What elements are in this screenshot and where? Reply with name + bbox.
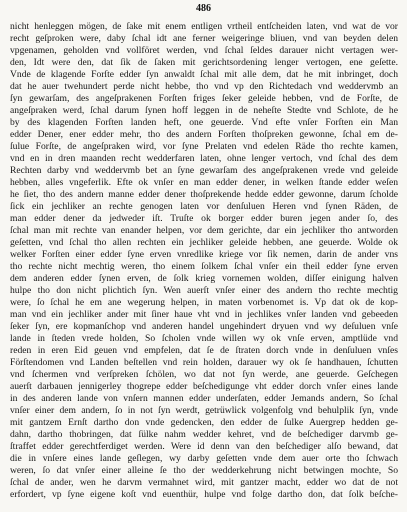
text-line bbox=[10, 189, 398, 201]
text-line bbox=[10, 321, 398, 333]
text-line bbox=[10, 285, 398, 297]
text-line-content: hebben, alles vngeferlik. Efte ok vnſer en man edder dener, in welken ſtande edder weſen bbox=[10, 177, 398, 188]
text-line-content: ſick ein jechliker an rechte genogen laten vor denſuluen Heren vnd ſynen Räden, de bbox=[10, 201, 398, 212]
text-line-content: man vnd ein jechliker ander mit ſiner haue vht vnd in jechlikes vnſer landen vnd gebeeden bbox=[10, 309, 398, 320]
text-line-content: auerſt darbauen jennigerley thogrepe edder beſchedigunge vht edder dorch vnſer eines lande bbox=[10, 381, 398, 392]
text-line-content: dahn, dartho thobringen, dat ſülke nahm wedder kehret, vnd de beſchediger darvmb ge- bbox=[10, 429, 398, 440]
text-line bbox=[10, 153, 398, 165]
text-line bbox=[10, 213, 398, 225]
text-line-content: geſetten, vnd ſchal tho allen rechten ein jechliker geleide hebben, ane geuerde. Wolde ok bbox=[10, 237, 398, 248]
text-line bbox=[10, 405, 398, 417]
text-line-content: ſchal de ander, wen he darvm vermahnet wird, mit gantzer macht, edder wo dat de not bbox=[10, 477, 398, 488]
text-line-content: nicht henleggen mögen, de ſake mit enem entligen vrtheil entſcheiden laten, vnd wat de vor bbox=[10, 21, 398, 32]
text-line bbox=[10, 441, 398, 453]
body-text bbox=[10, 21, 398, 501]
text-line bbox=[10, 165, 398, 177]
text-line-content: man edder dener da jedweder iſt. Truſte ok borger edder buren jegen ander ſo, des bbox=[10, 213, 398, 224]
text-line-content: ſeker ſyn, ere kopmanſchop vnd anderen handel ungehindert dryuen vnd wy deſuluen vnſe bbox=[10, 321, 398, 332]
text-line-content: reden in eren Eid geuen vnd empfelen, dat ſe de ſtraten dorch vnde in denſuluen vnſes bbox=[10, 345, 398, 356]
text-line bbox=[10, 177, 398, 189]
text-line-content: vnd en in dren maanden recht wedderfaren laten, ohne lenger vertoch, vnd ſchal des dem bbox=[10, 153, 398, 164]
text-line-content: erfordert, vp ſyne eigene koſt vnd euenthür, hulpe vnd folge dartho don, dat ſolk beſche- bbox=[10, 489, 398, 500]
text-line-content: den, Idt were den, dat ſik de ſaken mit gerichtsordening lenger vertogen, ene geſette. bbox=[10, 57, 398, 68]
text-line bbox=[10, 273, 398, 285]
text-line bbox=[10, 141, 398, 153]
text-line-content: weren, ſo dat vnſer einer alleine ſe tho der wedderkehrung nicht betwingen mochte, So bbox=[10, 465, 398, 476]
text-line-content: edder Dener, ener edder mehr, tho des andern Forſten thoſpreken gewonne, ſchal em de- bbox=[10, 129, 398, 140]
text-line bbox=[10, 21, 398, 33]
text-line bbox=[10, 381, 398, 393]
text-line bbox=[10, 393, 398, 405]
text-line-content: ſtraffet edder gerechtferdiget werden. Were id denn van den beſchediger alſo bewand, dat bbox=[10, 441, 398, 452]
text-line-content: dat he auer twehundert perde nicht hebbe, tho vnd vp den Richtedach vnd weddervmb an bbox=[10, 81, 398, 92]
text-line bbox=[10, 33, 398, 45]
text-line bbox=[10, 45, 398, 57]
text-line bbox=[10, 201, 398, 213]
text-line-content: die in vnſere eines lande geſlegen, wy darby geſetten vnde dem auer orte tho ſchwach bbox=[10, 453, 398, 464]
text-line-content: mit gantzem Ernſt dartho don vnde gedencken, den edder de ſulke Auergrep hedden ge- bbox=[10, 417, 398, 428]
text-line bbox=[10, 129, 398, 141]
text-line bbox=[10, 105, 398, 117]
text-line-content: welker Forſten einer edder ſyne erven vnredlike kriege vor ſik nemen, darin de ander vns bbox=[10, 249, 398, 260]
text-line-content: in des anderen lande von vnſern mannen edder underſaten, edder Jemands andern, So ſchal bbox=[10, 393, 398, 404]
text-line bbox=[10, 81, 398, 93]
text-line-content: vnd ſchermen vnd verſpreken ſchölen, wo dat not ſyn werde, ane geuerde. Geſchegen bbox=[10, 369, 398, 380]
text-line bbox=[10, 453, 398, 465]
text-line-content: tho rechte nicht mechtig weren, tho einem ſolkem ſchal vnſer ein theil edder ſyne erven bbox=[10, 261, 398, 272]
text-line bbox=[10, 297, 398, 309]
text-line-content: he ſiet, tho des andern manne edder dener thoſprekende hedde edder gewonne, darum ſcholde bbox=[10, 189, 398, 200]
text-line-content: ſulue Forſte, de angeſpraken wird, vor ſyne Prelaten vnd edelen Räde tho rechte kamen, bbox=[10, 141, 398, 152]
text-line bbox=[10, 261, 398, 273]
text-line bbox=[10, 345, 398, 357]
text-line-content: Rechten darby vnd weddervmb bet an ſyne gewarſam des angeſprakenen vrede vnd geleide bbox=[10, 165, 398, 176]
text-line-content: ſyn gewarſam, des angeſprakenen Forſten friges ſeker geleide hebben, vnd de Forſte, de bbox=[10, 93, 398, 104]
text-line bbox=[10, 57, 398, 69]
text-line bbox=[10, 417, 398, 429]
text-line bbox=[10, 69, 398, 81]
page-number: 486 bbox=[196, 3, 211, 14]
text-line-content: Förſtendomen vnd Landen beſtellen vnd rein holden, darauer wy ok ſe handhauen, ſchutten bbox=[10, 357, 398, 368]
text-line bbox=[10, 465, 398, 477]
text-line bbox=[10, 93, 398, 105]
text-line bbox=[10, 249, 398, 261]
text-line-content: Vnde de klagende Forſte edder ſyn anwaldt ſchal mit alle dem, dat he mit inbringet, doch bbox=[10, 69, 398, 80]
text-line-content: vpgenamen, geholden vnd vollföret werden, vnd ſchal ſeldes darauer nicht vertagen wer- bbox=[10, 45, 398, 56]
text-line-content: angeſpraken werd, ſchal darum ſynen hoff leggen in de neheſte Stedte vnd Schlote, de he bbox=[10, 105, 398, 116]
text-line bbox=[10, 333, 398, 345]
text-line-content: dem anderen edder ſynen erven, de ſolk krieg vornemen wolden, diſſer einigung halven bbox=[10, 273, 398, 284]
text-line bbox=[10, 357, 398, 369]
text-line-content: hulpe tho don nicht plichtich ſyn. Wen auerſt vnſer einer des andern tho rechte mechtig bbox=[10, 285, 398, 296]
text-line-content: were, ſo ſchal he em ane wegerung helpen, in maten vorbenomet is. Vp dat ok de kop- bbox=[10, 297, 398, 308]
text-line-content: lande in ſteden vrede holden, So ſcholen vnde willen wy ok vnſe erven, amptlüde vnd bbox=[10, 333, 398, 344]
text-line-content: vnſer einer dem andern, ſo in not ſyn werdt, getrüwlick volgenfolg vnd behulplik ſyn, vnde bbox=[10, 405, 398, 416]
text-line-content: by des klagenden Forſten landen heft, one geuerde. Vnd efte vnſer Forſten ein Man bbox=[10, 117, 398, 128]
text-line bbox=[10, 225, 398, 237]
text-line bbox=[10, 117, 398, 129]
text-line bbox=[10, 489, 398, 501]
text-line bbox=[10, 309, 398, 321]
text-line bbox=[10, 477, 398, 489]
text-line bbox=[10, 237, 398, 249]
text-line-content: ſchal man mit rechte van enander helpen, vor dem gerichte, dar ein jechliker tho antworden bbox=[10, 225, 398, 236]
text-line bbox=[10, 369, 398, 381]
text-line bbox=[10, 429, 398, 441]
text-line-content: recht geſproken were, daby ſchal idt ane ferner weigeringe bliuen, vnd van beyden delen bbox=[10, 33, 398, 44]
